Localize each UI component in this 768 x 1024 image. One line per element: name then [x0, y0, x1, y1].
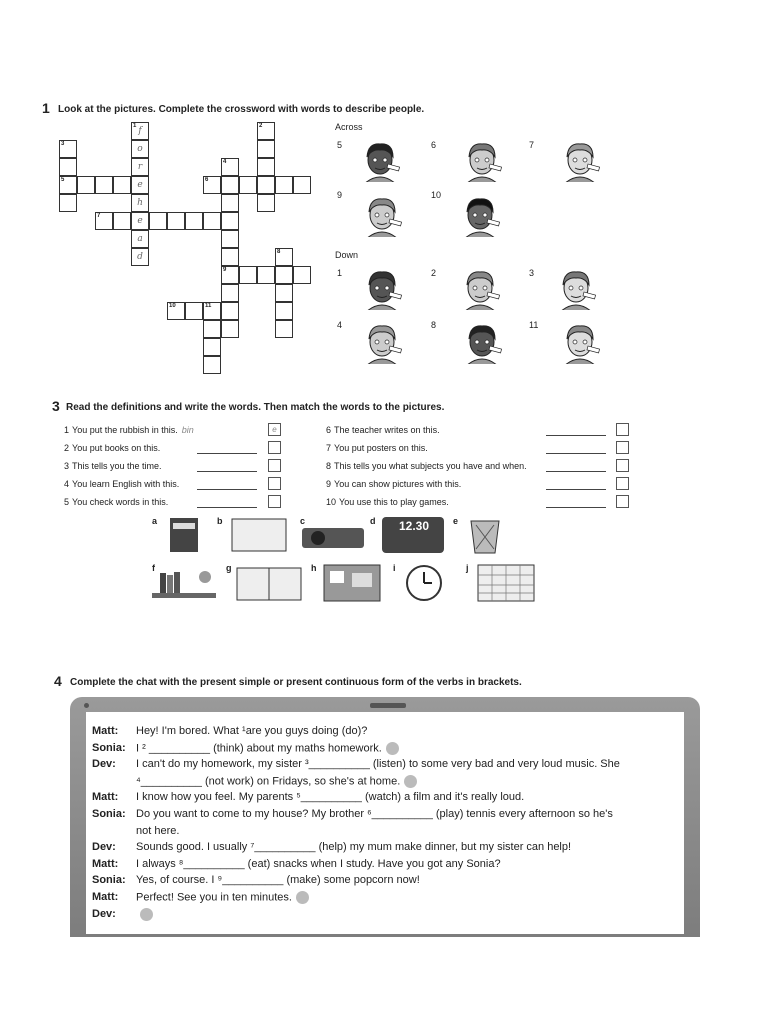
clue-picture-number: 10: [431, 190, 442, 200]
answer-line[interactable]: [197, 507, 257, 508]
chat-speaker: Sonia:: [92, 874, 126, 887]
answer-line[interactable]: [546, 435, 606, 436]
crossword-cell[interactable]: [221, 230, 239, 248]
crossword-cell[interactable]: [221, 248, 239, 266]
chat-line: [92, 742, 399, 755]
crossword-cell[interactable]: [113, 176, 131, 194]
definition-number: 10: [326, 497, 337, 507]
answer-line[interactable]: [546, 453, 606, 454]
chat-message: not here.: [136, 824, 180, 837]
person-face-icon: [460, 268, 500, 310]
match-box[interactable]: [616, 441, 629, 454]
crossword-cell[interactable]: [131, 140, 149, 158]
chat-speaker: Dev:: [92, 908, 116, 920]
clue-number: 9: [223, 267, 227, 273]
crossword-cell[interactable]: [275, 302, 293, 320]
crossword-cell[interactable]: [257, 140, 275, 158]
clue-number: 8: [277, 249, 281, 255]
clue-picture-number: 2: [431, 268, 437, 278]
smiley-face-icon: [296, 891, 309, 904]
down-label: Down: [335, 250, 359, 260]
picture-letter: c: [300, 516, 306, 526]
answer-letter: o: [137, 144, 143, 154]
crossword-cell[interactable]: [257, 266, 275, 284]
definition-text: This tells you what subjects you have and when.: [334, 461, 527, 471]
definition-number: 4: [64, 479, 70, 489]
definition-number: 3: [64, 461, 70, 471]
crossword-cell[interactable]: [95, 212, 113, 230]
answer-letter: e: [137, 180, 143, 190]
crossword-cell[interactable]: [221, 302, 239, 320]
clue-picture-number: 6: [431, 140, 437, 150]
definition-number: 7: [326, 443, 332, 453]
definition-text: You put the rubbish in this.: [72, 425, 178, 435]
match-box[interactable]: [268, 441, 281, 454]
definition-text: You put books on this.: [72, 443, 161, 453]
clue-picture-number: 5: [337, 140, 343, 150]
answer-letter: a: [137, 234, 143, 244]
definition-number: 6: [326, 425, 332, 435]
crossword-cell[interactable]: [257, 194, 275, 212]
smiley-face-icon: [386, 742, 399, 755]
match-box[interactable]: [616, 459, 629, 472]
answer-letter: e: [137, 216, 143, 226]
chat-speaker: Matt:: [92, 725, 119, 737]
tablet-clock-display: 12.30: [398, 519, 430, 533]
crossword-cell[interactable]: [239, 266, 257, 284]
clue-picture-number: 3: [529, 268, 535, 278]
answer-line[interactable]: [546, 507, 606, 508]
person-face-icon: [462, 322, 502, 364]
crossword-cell[interactable]: [131, 122, 149, 140]
definition-item: [326, 497, 449, 507]
person-face-icon: [362, 268, 402, 310]
crossword-cell[interactable]: [293, 266, 311, 284]
answer-letter: h: [137, 198, 143, 208]
clue-number: 7: [97, 213, 101, 219]
match-letter: e: [272, 425, 277, 434]
chat-line: [92, 825, 179, 837]
person-face-icon: [560, 140, 600, 182]
clue-picture-number: 1: [337, 268, 343, 278]
person-face-icon: [360, 140, 400, 182]
bookshelf-picture: [150, 563, 218, 603]
match-box[interactable]: [268, 477, 281, 490]
definition-item: [64, 497, 168, 507]
answer-line[interactable]: [197, 489, 257, 490]
crossword-cell[interactable]: [203, 212, 221, 230]
crossword-cell[interactable]: [221, 266, 239, 284]
chat-message: I ² __________ (think) about my maths homework.: [136, 742, 382, 754]
sad-face-icon: [404, 775, 417, 788]
clock-picture: [400, 563, 448, 603]
picture-letter: a: [152, 516, 158, 526]
definition-text: You put posters on this.: [334, 443, 428, 453]
exercise-3-instruction: Read the definitions and write the words. Then match the words to the pictures.: [66, 402, 445, 413]
crossword-cell[interactable]: [131, 176, 149, 194]
clue-number: 10: [169, 303, 176, 309]
match-box[interactable]: [268, 495, 281, 508]
crossword-cell[interactable]: [257, 122, 275, 140]
chat-line: [92, 841, 571, 853]
definition-item: [64, 461, 162, 471]
clue-number: 3: [61, 141, 65, 147]
definition-number: 2: [64, 443, 70, 453]
answer-line[interactable]: [546, 471, 606, 472]
answer-line[interactable]: [197, 453, 257, 454]
crossword-cell[interactable]: [167, 302, 185, 320]
crossword-cell[interactable]: [203, 176, 221, 194]
definition-text: You learn English with this.: [72, 479, 180, 489]
picture-letter: d: [370, 516, 376, 526]
crossword-cell[interactable]: [185, 302, 203, 320]
crossword-cell[interactable]: [275, 284, 293, 302]
crossword-cell[interactable]: [59, 194, 77, 212]
answer-line[interactable]: [197, 471, 257, 472]
crossword-cell[interactable]: [203, 356, 221, 374]
clue-number: 11: [205, 303, 212, 309]
crossword-cell[interactable]: [131, 230, 149, 248]
chat-speaker: Sonia:: [92, 808, 126, 820]
chat-line: [92, 874, 420, 886]
noticeboard-picture: [322, 563, 382, 603]
chat-message: Sounds good. I usually ⁷__________ (help) my mum make dinner, but my sister can help!: [136, 841, 572, 854]
clue-picture-number: 4: [337, 320, 343, 330]
definition-item: [326, 479, 461, 489]
picture-letter: g: [226, 563, 232, 573]
crossword-cell[interactable]: [59, 158, 77, 176]
crossword-cell[interactable]: [203, 302, 221, 320]
bin-picture: [466, 515, 504, 555]
chat-message: I always ⁸__________ (eat) snacks when I study. Have you got any Sonia?: [136, 857, 501, 870]
person-face-icon: [560, 322, 600, 364]
definition-item: [326, 425, 440, 435]
chat-message: I can't do my homework, my sister ³__________ (listen) to some very bad and very loud music. She: [136, 758, 620, 771]
chat-speaker: Matt:: [92, 857, 119, 870]
match-box[interactable]: [268, 459, 281, 472]
open-book-picture: [234, 563, 304, 603]
clue-picture-number: 11: [529, 320, 539, 330]
crossword-cell[interactable]: [203, 338, 221, 356]
crossword-cell[interactable]: [221, 176, 239, 194]
match-box[interactable]: [268, 423, 281, 436]
person-face-icon: [460, 195, 500, 237]
crossword-cell[interactable]: [221, 212, 239, 230]
crossword-cell[interactable]: [275, 248, 293, 266]
definition-text: You can show pictures with this.: [334, 479, 462, 489]
picture-letter: b: [217, 516, 223, 526]
crossword-cell[interactable]: [131, 194, 149, 212]
clue-picture-number: 9: [337, 190, 343, 200]
across-label: Across: [335, 122, 363, 132]
chat-line: [92, 808, 613, 820]
crossword-cell[interactable]: [257, 158, 275, 176]
exercise-4-number: 4: [54, 673, 62, 689]
chat-speaker: Dev:: [92, 758, 116, 771]
definition-text: This tells you the time.: [72, 461, 162, 471]
chat-line: [92, 858, 501, 870]
crossword-cell[interactable]: [95, 176, 113, 194]
exercise-3-number: 3: [52, 398, 60, 414]
chat-message: ⁴__________ (not work) on Fridays, so she's at home.: [136, 775, 401, 788]
crossword-cell[interactable]: [59, 140, 77, 158]
chat-speaker: Sonia:: [92, 742, 126, 754]
crossword-cell[interactable]: [131, 158, 149, 176]
clue-number: 5: [61, 177, 65, 183]
chat-speaker: Matt:: [92, 791, 119, 804]
definition-number: 9: [326, 479, 332, 489]
answer-letter: r: [137, 162, 143, 172]
match-box[interactable]: [616, 477, 629, 490]
answer-line[interactable]: [546, 489, 606, 490]
crossword-cell[interactable]: [275, 320, 293, 338]
crossword-cell[interactable]: [221, 158, 239, 176]
chat-line: [92, 758, 620, 770]
clue-picture-number: 7: [529, 140, 535, 150]
exercise-1-instruction: Look at the pictures. Complete the crossword with words to describe people.: [58, 104, 425, 115]
chat-message: Hey! I'm bored. What ¹are you guys doing (do)?: [136, 725, 368, 737]
crossword-cell[interactable]: [239, 176, 257, 194]
crossword-cell[interactable]: [131, 248, 149, 266]
definition-number: 8: [326, 461, 332, 471]
smiley-face-icon: [140, 908, 153, 921]
chat-line: [92, 891, 309, 904]
projector-picture: [298, 520, 368, 552]
match-box[interactable]: [616, 495, 629, 508]
timetable-picture: [476, 563, 536, 603]
person-face-icon: [556, 268, 596, 310]
definition-item: [326, 461, 527, 471]
person-face-icon: [362, 195, 402, 237]
exercise-4-instruction: Complete the chat with the present simple or present continuous form of the verbs in brackets.: [70, 677, 522, 688]
crossword-cell[interactable]: [221, 320, 239, 338]
chat-line: [92, 775, 417, 788]
clue-number: 1: [133, 123, 137, 129]
answer-letter: f: [138, 126, 142, 136]
crossword-cell[interactable]: [293, 176, 311, 194]
crossword-cell[interactable]: [275, 266, 293, 284]
definition-item: [64, 443, 160, 453]
clue-number: 4: [223, 159, 227, 165]
clue-picture-number: 8: [431, 320, 437, 330]
chat-message: I know how you feel. My parents ⁵__________ (watch) a film and it's really loud.: [136, 791, 525, 804]
crossword-cell[interactable]: [167, 212, 185, 230]
chat-speaker: Matt:: [92, 891, 119, 904]
crossword-cell[interactable]: [203, 320, 221, 338]
crossword-cell[interactable]: [59, 176, 77, 194]
match-box[interactable]: [616, 423, 629, 436]
crossword-cell[interactable]: [221, 194, 239, 212]
definition-number: 5: [64, 497, 70, 507]
exercise-1-number: 1: [42, 100, 50, 116]
chat-speaker: Dev:: [92, 841, 116, 854]
chat-line: [92, 908, 153, 921]
clue-number: 6: [205, 177, 209, 183]
picture-letter: h: [311, 563, 317, 573]
person-face-icon: [462, 140, 502, 182]
whiteboard-picture: [228, 515, 290, 555]
crossword-cell[interactable]: [257, 176, 275, 194]
crossword-cell[interactable]: [113, 212, 131, 230]
crossword-cell[interactable]: [77, 176, 95, 194]
picture-letter: j: [466, 563, 469, 573]
definition-item: [64, 425, 194, 435]
chat-line: [92, 791, 524, 803]
answer-text: bin: [181, 425, 194, 435]
answer-letter: d: [137, 252, 143, 262]
picture-letter: i: [393, 563, 396, 573]
definition-item: [64, 479, 179, 489]
definition-number: 1: [64, 425, 70, 435]
chat-message: Do you want to come to my house? My brother ⁶__________ (play) tennis every afternoon so he's: [136, 808, 613, 820]
crossword-cell[interactable]: [131, 212, 149, 230]
crossword-cell[interactable]: [149, 212, 167, 230]
picture-letter: f: [152, 563, 155, 573]
person-face-icon: [362, 322, 402, 364]
definition-item: [326, 443, 428, 453]
chat-message: Yes, of course. I ⁹__________ (make) some popcorn now!: [136, 874, 420, 887]
definition-text: You use this to play games.: [339, 497, 449, 507]
dictionary-picture: [166, 515, 202, 555]
definition-text: The teacher writes on this.: [334, 425, 440, 435]
picture-letter: e: [453, 516, 459, 526]
crossword-cell[interactable]: [185, 212, 203, 230]
definition-text: You check words in this.: [72, 497, 169, 507]
clue-number: 2: [259, 123, 263, 129]
chat-line: [92, 725, 367, 737]
crossword-cell[interactable]: [221, 284, 239, 302]
chat-message: Perfect! See you in ten minutes.: [136, 891, 292, 904]
crossword-cell[interactable]: [275, 176, 293, 194]
